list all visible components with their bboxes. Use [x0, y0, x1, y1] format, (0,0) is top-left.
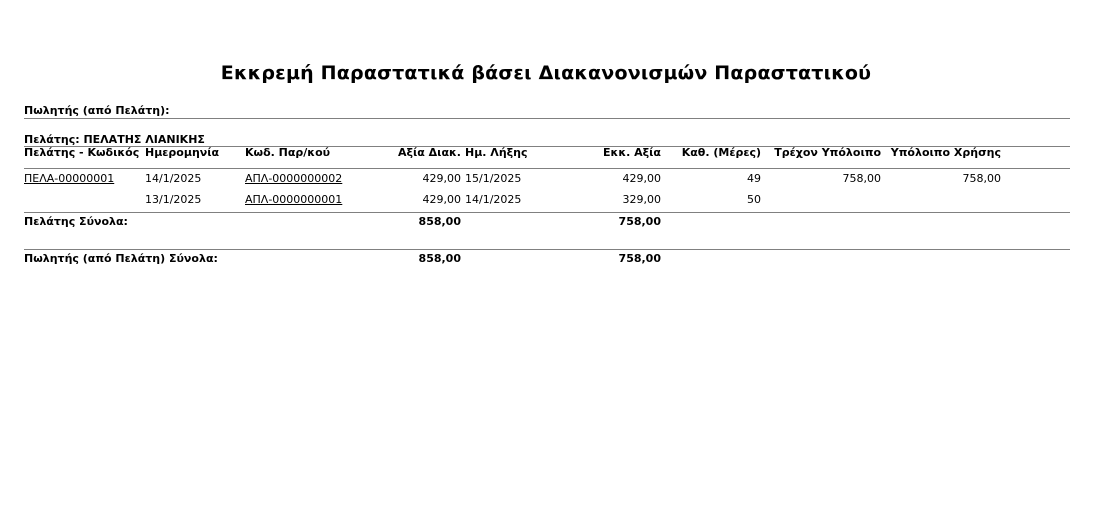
current-balance-cell: 758,00 [842, 172, 881, 185]
days-late-cell: 49 [747, 172, 761, 185]
fiscal-balance-cell: 758,00 [962, 172, 1001, 185]
customer-code-link[interactable]: ΠΕΛΑ-00000001 [24, 172, 115, 185]
settlement-value-cell: 429,00 [422, 172, 461, 185]
customer-label: Πελάτης: ΠΕΛΑΤΗΣ ΛΙΑΝΙΚΗΣ [24, 133, 205, 146]
doc-code-link[interactable]: ΑΠΛ-0000000002 [245, 172, 343, 185]
doc-code-link[interactable]: ΑΠΛ-0000000001 [245, 193, 343, 206]
column-header-date: Ημερομηνία [145, 146, 220, 159]
column-header-customer-code: Πελάτης - Κωδικός [24, 146, 140, 159]
column-header-fiscal-balance: Υπόλοιπο Χρήσης [890, 146, 1001, 159]
date-cell: 14/1/2025 [145, 172, 202, 185]
due-date-cell: 14/1/2025 [465, 193, 522, 206]
days-late-cell: 50 [747, 193, 761, 206]
customer-total-settlement-value: 858,00 [418, 215, 461, 228]
column-header-pending-value: Εκκ. Αξία [602, 146, 661, 159]
column-header-current-balance: Τρέχον Υπόλοιπο [774, 146, 881, 159]
date-cell: 13/1/2025 [145, 193, 202, 206]
pending-value-cell: 429,00 [622, 172, 661, 185]
divider [24, 118, 1070, 119]
column-header-doc-code: Κωδ. Παρ/κού [245, 146, 331, 159]
column-header-due-date: Ημ. Λήξης [465, 146, 528, 159]
customer-totals-label: Πελάτης Σύνολα: [24, 215, 128, 228]
column-header-days-late: Καθ. (Μέρες) [681, 146, 761, 159]
divider [24, 212, 1070, 213]
customer-total-pending-value: 758,00 [618, 215, 661, 228]
group-total-settlement-value: 858,00 [418, 252, 461, 265]
pending-value-cell: 329,00 [622, 193, 661, 206]
due-date-cell: 15/1/2025 [465, 172, 522, 185]
group-label: Πωλητής (από Πελάτη): [24, 104, 170, 117]
report-title: Εκκρεμή Παραστατικά βάσει Διακανονισμών Παραστατικού [220, 62, 872, 84]
group-totals-label: Πωλητής (από Πελάτη) Σύνολα: [24, 252, 218, 265]
divider [24, 168, 1070, 169]
settlement-value-cell: 429,00 [422, 193, 461, 206]
column-header-settlement-value: Αξία Διακ. [397, 146, 461, 159]
group-total-pending-value: 758,00 [618, 252, 661, 265]
divider [24, 249, 1070, 250]
